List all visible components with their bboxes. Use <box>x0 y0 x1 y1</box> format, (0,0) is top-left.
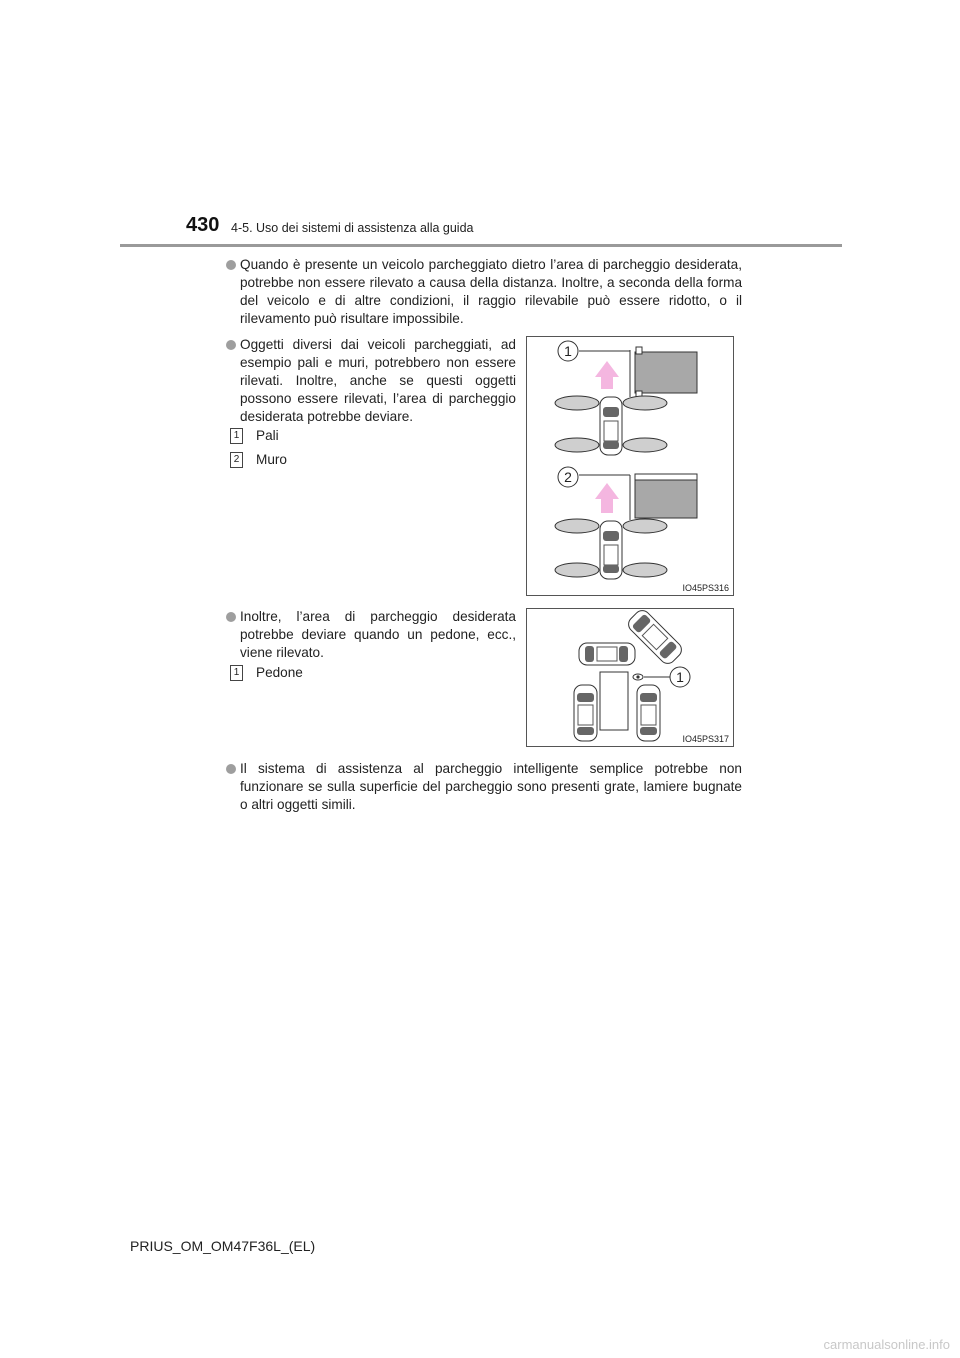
callout-number: 1 <box>676 669 684 685</box>
legend-label-pali: Pali <box>256 428 279 443</box>
legend-number: 1 <box>230 428 243 444</box>
figure-pedone <box>526 608 734 747</box>
figure-pali-muro-illustration <box>527 337 733 595</box>
bullet-icon <box>226 340 236 350</box>
bullet-text: Oggetti diversi dai veicoli parcheggiati, ad esempio pali e muri, potrebbero non essere rilevati. Inoltre, anche se questi oggetti possono essere rilevati, l’area di parcheggio desiderata potrebbe deviare. <box>240 337 516 424</box>
sensor-lobe <box>555 519 599 533</box>
pole-shape <box>636 347 642 354</box>
bullet-text: Il sistema di assistenza al parcheggio intelligente semplice potrebbe non funzionare se sulla superficie del parcheggio sono presenti grate, lamiere bugnate o altri oggetti simili. <box>240 761 742 812</box>
callout-number: 1 <box>564 343 572 359</box>
legend-number: 2 <box>230 452 243 468</box>
sensor-lobe <box>555 563 599 577</box>
sensor-lobe <box>623 438 667 452</box>
sensor-lobe <box>623 519 667 533</box>
header-rule <box>120 244 842 247</box>
bullet-icon <box>226 260 236 270</box>
page-number: 430 <box>186 214 220 236</box>
sensor-lobe <box>555 438 599 452</box>
arrow-icon <box>595 361 619 389</box>
figure-pali-muro <box>526 336 734 596</box>
section-title: 4-5. Uso dei sistemi di assistenza alla guida <box>231 221 474 235</box>
sensor-lobe <box>555 396 599 410</box>
bullet-icon <box>226 612 236 622</box>
wall-shape <box>635 474 697 518</box>
callout-number: 2 <box>564 469 572 485</box>
figure-code: IO45PS316 <box>682 583 729 593</box>
legend-label-muro: Muro <box>256 452 287 467</box>
sensor-lobe <box>623 563 667 577</box>
sensor-lobe <box>623 396 667 410</box>
watermark: carmanualsonline.info <box>823 1337 950 1352</box>
bullet-text: Quando è presente un veicolo parcheggiato dietro l’area di parcheggio desiderata, potrebbe non essere rilevato a causa della distanza. Inoltre, a seconda della forma del veicolo e di altre condizioni, il raggio rilevabile può essere ridotto, o il rilevamento può risultare impossibile. <box>240 257 742 326</box>
figure-code: IO45PS317 <box>682 734 729 744</box>
figure-pedone-illustration <box>527 609 733 746</box>
legend-label-pedone: Pedone <box>256 665 303 680</box>
parking-area-shape <box>600 672 628 730</box>
footer-doc-id: PRIUS_OM_OM47F36L_(EL) <box>130 1238 316 1254</box>
arrow-icon <box>595 483 619 513</box>
bullet-icon <box>226 764 236 774</box>
parked-area-shape <box>635 352 697 393</box>
bullet-text: Inoltre, l’area di parcheggio desiderata potrebbe deviare quando un pedone, ecc., viene rilevato. <box>240 609 516 660</box>
legend-number: 1 <box>230 665 243 681</box>
